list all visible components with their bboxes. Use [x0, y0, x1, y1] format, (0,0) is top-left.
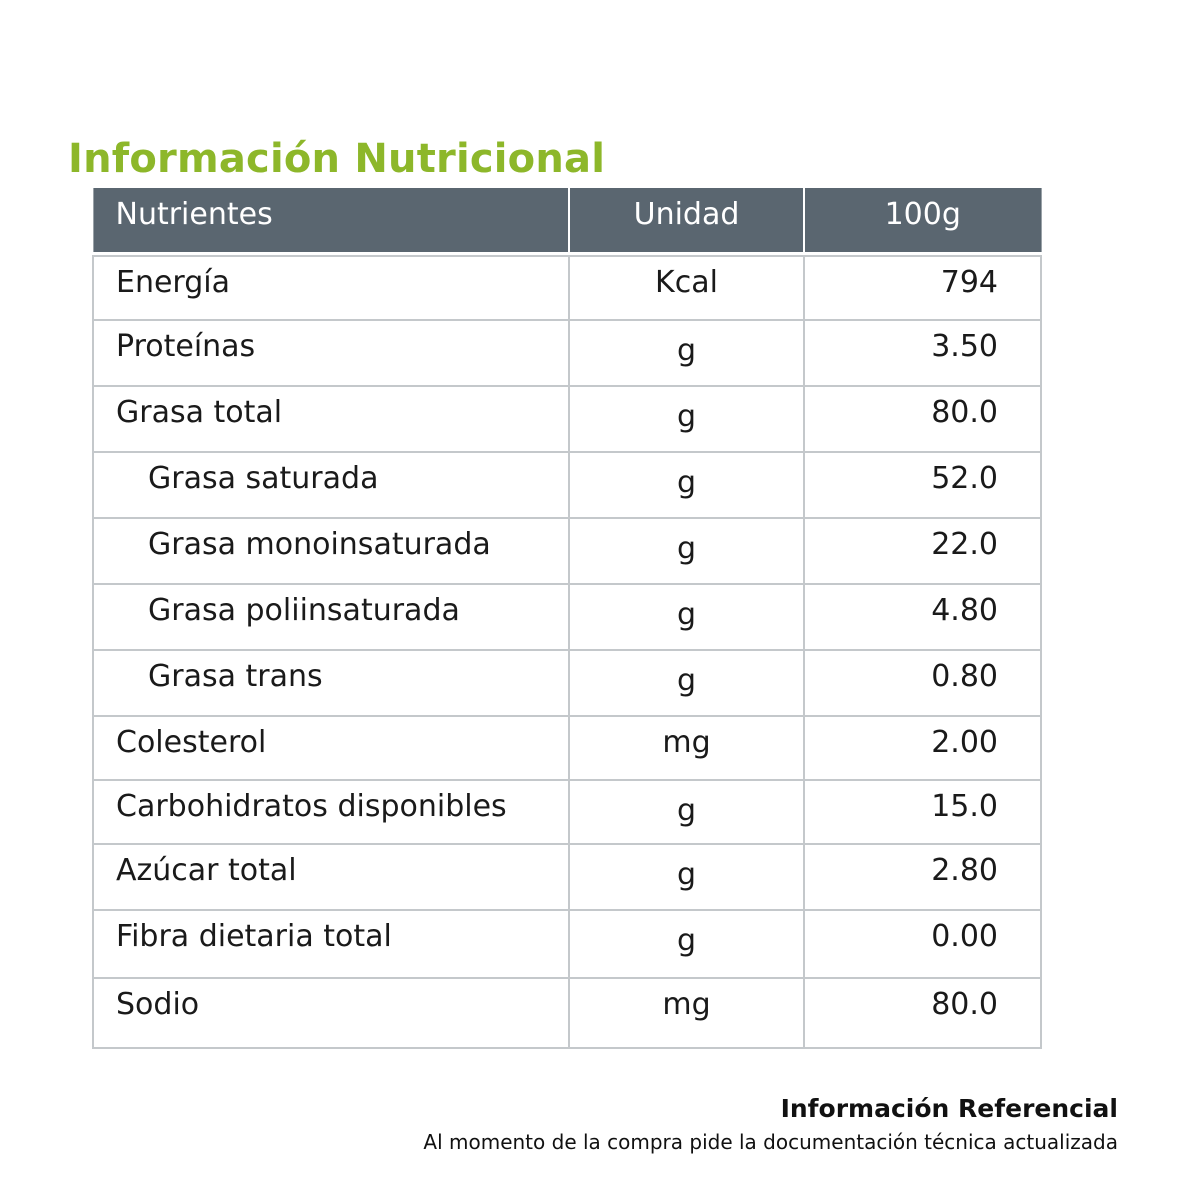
table-row — [93, 978, 1041, 1048]
nutrient-name: Sodio — [93, 978, 569, 1048]
nutrient-value: 2.80 — [804, 844, 1041, 910]
header-unit: Unidad — [569, 188, 804, 252]
nutrient-value: 52.0 — [804, 452, 1041, 518]
table-row — [93, 584, 1041, 650]
nutrient-name: Grasa monoinsaturada — [93, 518, 569, 584]
nutrient-name: Grasa poliinsaturada — [93, 584, 569, 650]
nutrient-name: Grasa total — [93, 386, 569, 452]
nutrient-name: Energía — [93, 256, 569, 320]
nutrient-value: 0.00 — [804, 910, 1041, 978]
nutrient-unit: g — [569, 910, 804, 978]
table-row — [93, 716, 1041, 780]
nutrient-unit: g — [569, 844, 804, 910]
nutrient-value: 22.0 — [804, 518, 1041, 584]
table-row — [93, 518, 1041, 584]
nutrient-value: 3.50 — [804, 320, 1041, 386]
table-row — [93, 386, 1041, 452]
nutrient-unit: g — [569, 452, 804, 518]
header-nutrients: Nutrientes — [93, 188, 569, 252]
nutrient-value: 80.0 — [804, 386, 1041, 452]
nutrient-name: Grasa saturada — [93, 452, 569, 518]
nutrient-unit: g — [569, 650, 804, 716]
nutrient-name: Grasa trans — [93, 650, 569, 716]
table-row — [93, 844, 1041, 910]
table-row — [93, 256, 1041, 320]
nutrient-unit: Kcal — [569, 256, 804, 320]
nutrient-name: Proteínas — [93, 320, 569, 386]
table-header — [93, 188, 1041, 252]
nutrient-unit: g — [569, 386, 804, 452]
table-row — [93, 910, 1041, 978]
nutrient-value: 80.0 — [804, 978, 1041, 1048]
nutrient-name: Fibra dietaria total — [93, 910, 569, 978]
footer-note: Al momento de la compra pide la documentación técnica actualizada — [423, 1130, 1118, 1154]
table-row — [93, 650, 1041, 716]
nutrient-value: 15.0 — [804, 780, 1041, 844]
page-title: Información Nutricional — [68, 136, 606, 182]
nutrient-value: 2.00 — [804, 716, 1041, 780]
nutrient-unit: g — [569, 518, 804, 584]
nutrient-name: Colesterol — [93, 716, 569, 780]
nutrient-name: Carbohidratos disponibles — [93, 780, 569, 844]
nutrient-value: 4.80 — [804, 584, 1041, 650]
header-amount: 100g — [804, 188, 1041, 252]
nutrient-unit: g — [569, 320, 804, 386]
nutrient-value: 794 — [804, 256, 1041, 320]
nutrient-unit: mg — [569, 978, 804, 1048]
nutrient-unit: g — [569, 584, 804, 650]
nutrient-unit: mg — [569, 716, 804, 780]
nutrition-table — [92, 188, 1042, 1049]
table-row — [93, 452, 1041, 518]
table-row — [93, 320, 1041, 386]
nutrient-name: Azúcar total — [93, 844, 569, 910]
nutrient-unit: g — [569, 780, 804, 844]
table-row — [93, 780, 1041, 844]
nutrient-value: 0.80 — [804, 650, 1041, 716]
footer-title: Información Referencial — [780, 1094, 1118, 1123]
